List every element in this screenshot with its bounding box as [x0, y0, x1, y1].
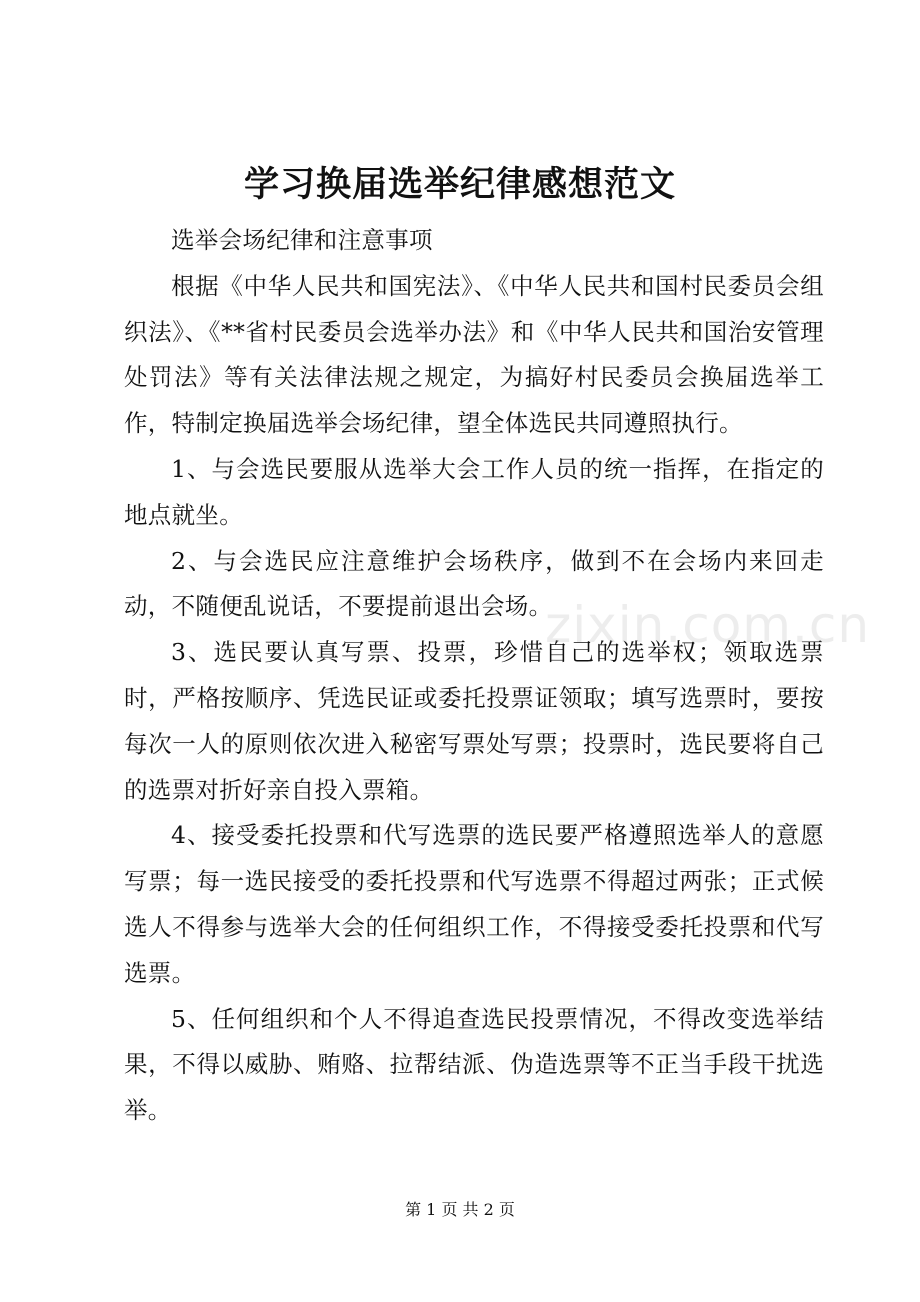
- watermark: zixin.com.cn: [545, 596, 871, 654]
- rule-paragraph-4: 4、接受委托投票和代写选票的选民要严格遵照选举人的意愿写票；每一选民接受的委托投票和代写选票不得超过两张；正式候选人不得参与选举大会的任何组织工作，不得接受委托投票和代写选票。: [124, 821, 824, 987]
- intro-paragraph: 根据《中华人民共和国宪法》、《中华人民共和国村民委员会组织法》、《**省村民委员会选举办法》和《中华人民共和国治安管理处罚法》等有关法律法规之规定，为搞好村民委员会换届选举工作，特制定换届选举会场纪律，望全体选民共同遵照执行。: [124, 271, 824, 438]
- document-body: [124, 218, 824, 1134]
- page-footer: 第 1 页 共 2 页: [405, 1200, 515, 1219]
- document-title: 学习换届选举纪律感想范文: [243, 164, 676, 205]
- rule-paragraph-5: 5、任何组织和个人不得追查选民投票情况，不得改变选举结果，不得以威胁、贿赂、拉帮结派、伪造选票等不正当手段干扰选举。: [124, 1004, 824, 1125]
- rule-paragraph-1: 1、与会选民要服从选举大会工作人员的统一指挥，在指定的地点就坐。: [124, 454, 824, 529]
- subheading-paragraph: 选举会场纪律和注意事项: [171, 226, 433, 254]
- rule-paragraph-2: 2、与会选民应注意维护会场秩序，做到不在会场内来回走动，不随便乱说话，不要提前退出会场。: [124, 546, 824, 621]
- rule-paragraph-3: 3、选民要认真写票、投票，珍惜自己的选举权；领取选票时，严格按顺序、凭选民证或委托投票证领取；填写选票时，要按每次一人的原则依次进入秘密写票处写票；投票时，选民要将自己的选票对折好亲自投入票箱。: [124, 638, 824, 804]
